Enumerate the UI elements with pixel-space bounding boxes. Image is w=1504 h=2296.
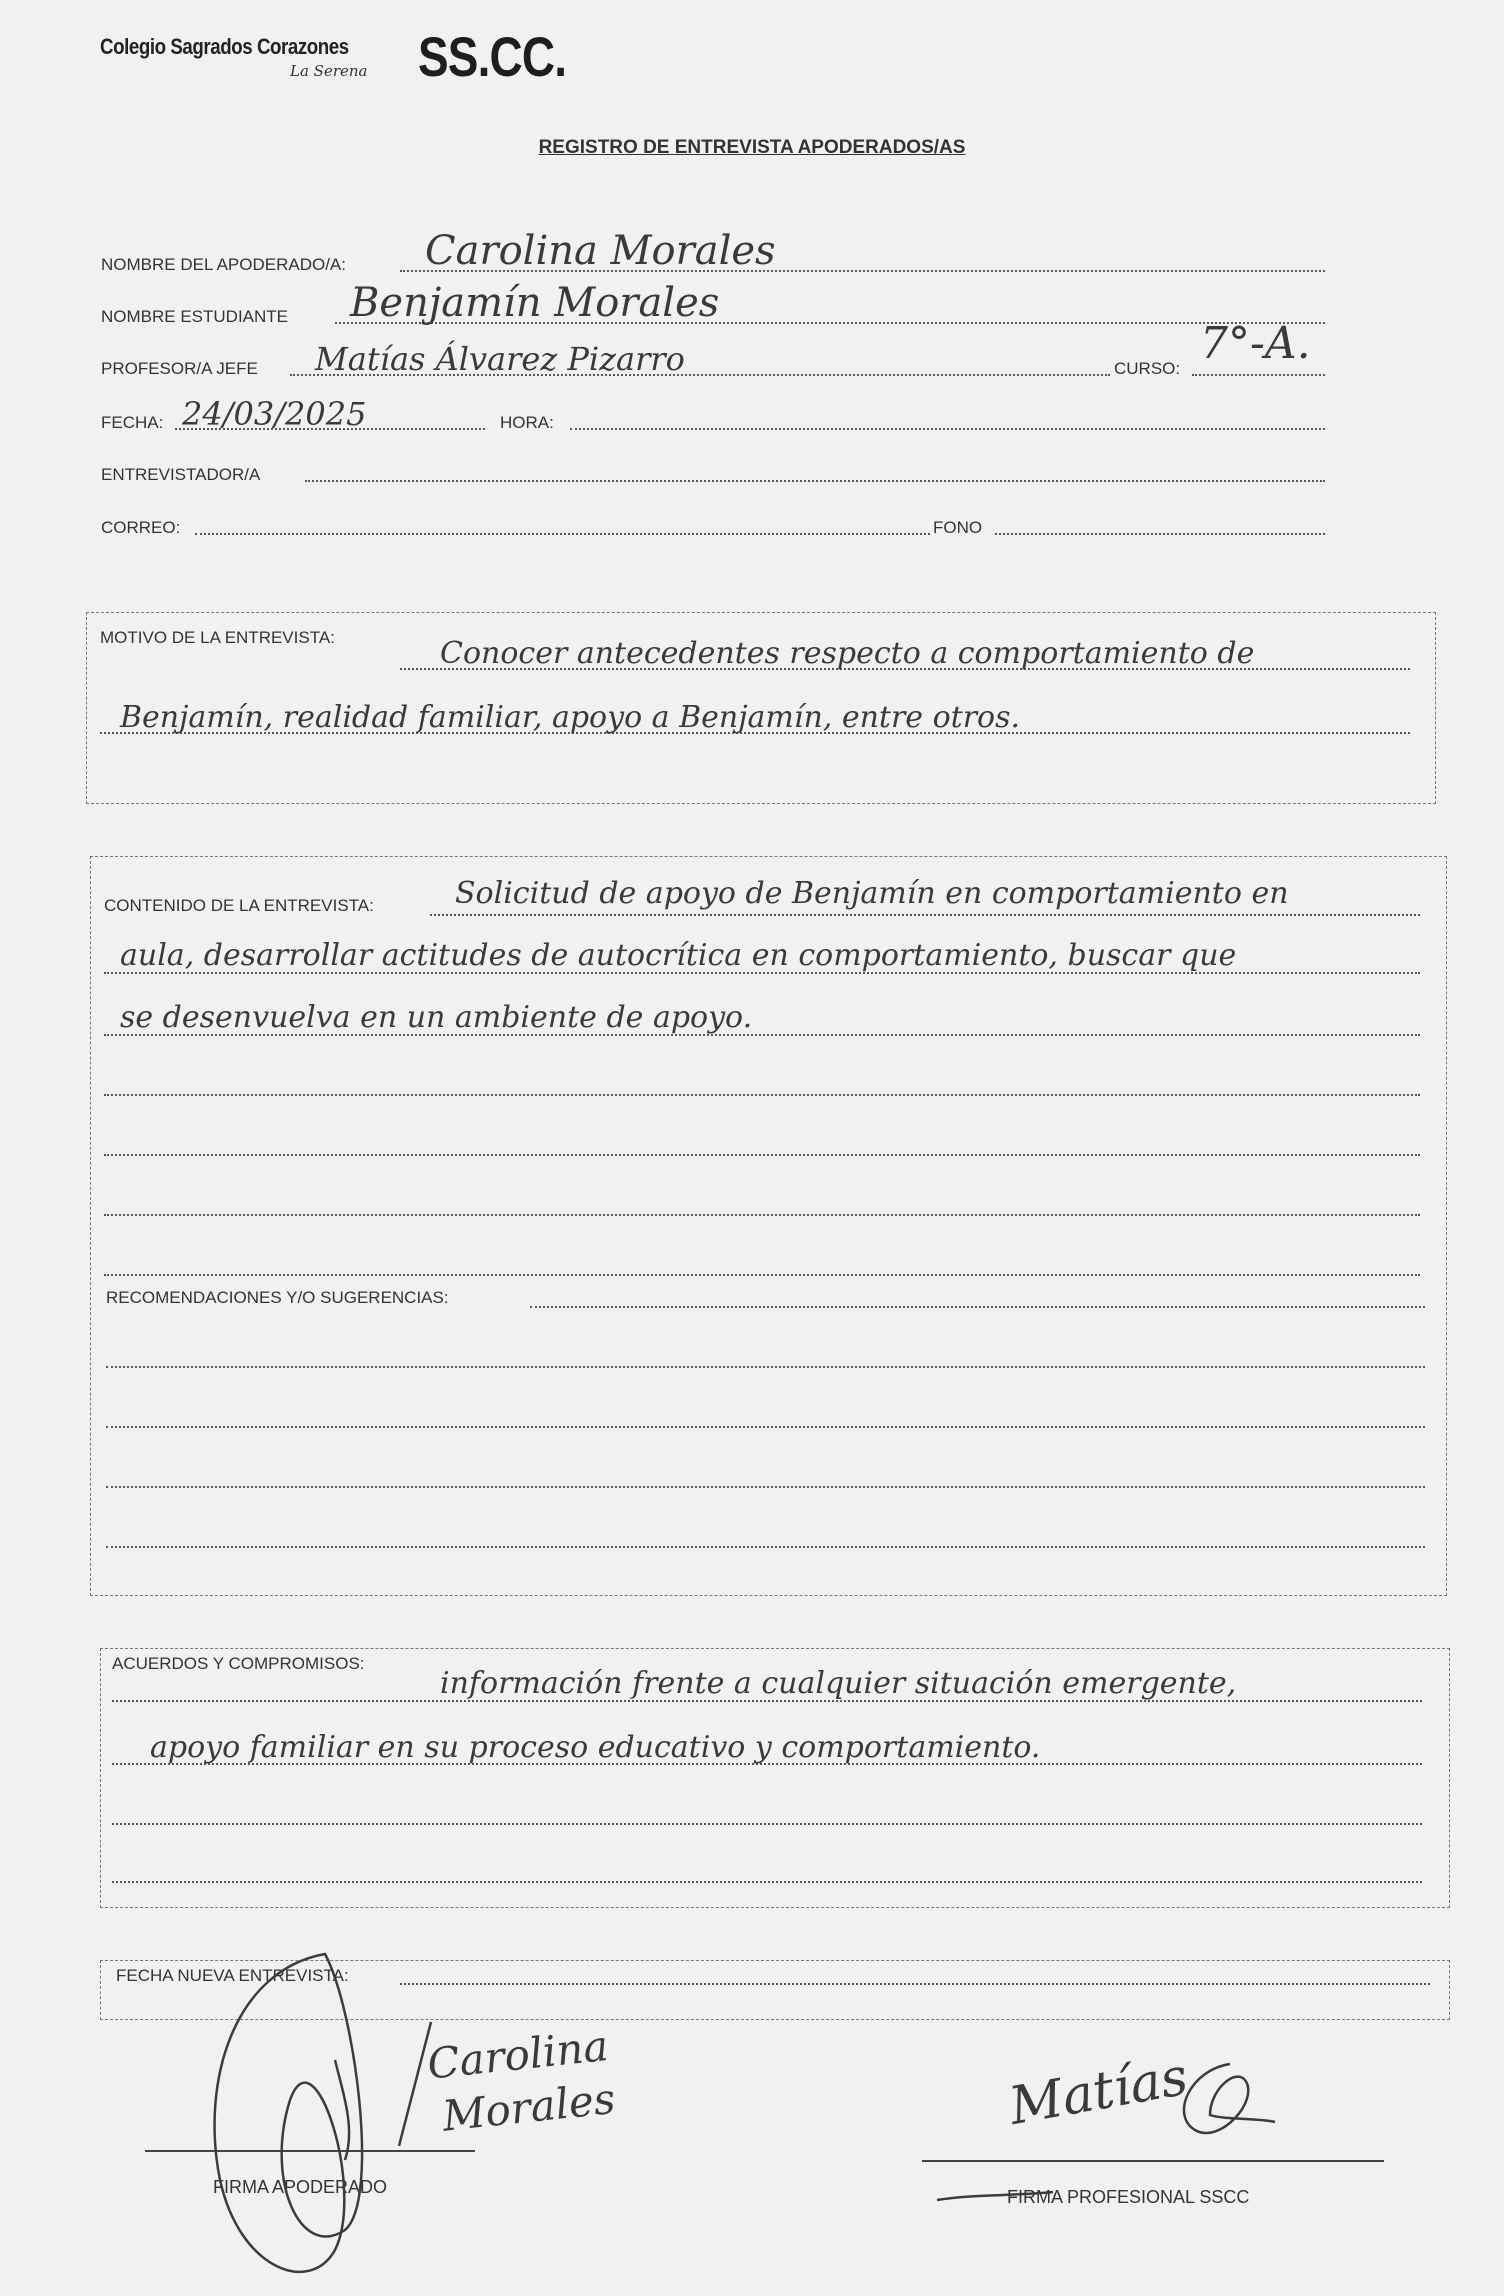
profesional-signature-underline xyxy=(935,2186,1055,2206)
contenido-line-1 xyxy=(430,914,1420,916)
school-logo: SS.CC. xyxy=(418,25,567,88)
recomendaciones-line-3[interactable] xyxy=(106,1426,1425,1428)
acuerdos-line-4 xyxy=(112,1881,1422,1883)
recomendaciones-line-4[interactable] xyxy=(106,1486,1425,1488)
contenido-text-1[interactable]: Solicitud de apoyo de Benjamín en comportamiento en xyxy=(455,876,1289,911)
estudiante-label: NOMBRE ESTUDIANTE xyxy=(101,307,289,326)
contenido-line-6 xyxy=(104,1214,1420,1216)
contenido-line-4 xyxy=(104,1094,1420,1096)
fono-label: FONO xyxy=(933,518,983,537)
contenido-text-3[interactable]: se desenvuelva en un ambiente de apoyo. xyxy=(120,1000,753,1035)
firma-apoderado-caption: FIRMA APODERADO xyxy=(213,2177,388,2197)
acuerdos-text-1[interactable]: información frente a cualquier situación emergente, xyxy=(440,1666,1237,1701)
profesional-signature: Matías xyxy=(1005,2046,1193,2138)
apoderado-signature-scribble xyxy=(195,1950,395,2296)
fecha-label: FECHA: xyxy=(101,413,164,432)
motivo-label: MOTIVO DE LA ENTREVISTA: xyxy=(100,628,335,647)
apoderado-signature-line-2: Morales xyxy=(440,2073,618,2141)
fecha-nueva-label: FECHA NUEVA ENTREVISTA: xyxy=(116,1966,349,1985)
contenido-label: CONTENIDO DE LA ENTREVISTA: xyxy=(104,896,374,915)
curso-line xyxy=(1192,374,1325,376)
fono-line[interactable] xyxy=(995,533,1325,535)
estudiante-value[interactable]: Benjamín Morales xyxy=(350,280,720,326)
apoderado-label: NOMBRE DEL APODERADO/A: xyxy=(101,255,346,274)
recomendaciones-line-1[interactable] xyxy=(530,1306,1425,1308)
recomendaciones-line-2[interactable] xyxy=(106,1366,1425,1368)
apoderado-value[interactable]: Carolina Morales xyxy=(425,228,776,274)
school-city: La Serena xyxy=(290,62,368,80)
school-name: Colegio Sagrados Corazones xyxy=(100,34,349,59)
entrevistador-label: ENTREVISTADOR/A xyxy=(101,465,261,484)
fecha-nueva-line[interactable] xyxy=(400,1983,1430,1985)
recomendaciones-line-5[interactable] xyxy=(106,1546,1425,1548)
motivo-text-1[interactable]: Conocer antecedentes respecto a comportamiento de xyxy=(440,636,1255,671)
apoderado-signature-line-1: Carolina xyxy=(425,2021,611,2089)
acuerdos-label: ACUERDOS Y COMPROMISOS: xyxy=(112,1654,365,1673)
fecha-value[interactable]: 24/03/2025 xyxy=(182,395,367,433)
contenido-line-7 xyxy=(104,1274,1420,1276)
entrevistador-line[interactable] xyxy=(305,480,1325,482)
profesional-signature-flourish xyxy=(1150,2060,1280,2150)
correo-label: CORREO: xyxy=(101,518,181,537)
contenido-line-5 xyxy=(104,1154,1420,1156)
motivo-text-2[interactable]: Benjamín, realidad familiar, apoyo a Benjamín, entre otros. xyxy=(120,700,1021,735)
document-title: REGISTRO DE ENTREVISTA APODERADOS/AS xyxy=(538,137,966,158)
hora-label: HORA: xyxy=(500,413,554,432)
curso-label: CURSO: xyxy=(1114,359,1181,378)
recomendaciones-label: RECOMENDACIONES Y/O SUGERENCIAS: xyxy=(106,1288,449,1307)
acuerdos-text-2[interactable]: apoyo familiar en su proceso educativo y comportamiento. xyxy=(150,1730,1041,1765)
hora-line xyxy=(570,428,1325,430)
contenido-text-2[interactable]: aula, desarrollar actitudes de autocrítica en comportamiento, buscar que xyxy=(120,938,1237,973)
profesor-value[interactable]: Matías Álvarez Pizarro xyxy=(315,340,685,378)
correo-line[interactable] xyxy=(195,533,930,535)
curso-value[interactable]: 7°-A. xyxy=(1200,318,1311,369)
profesor-label: PROFESOR/A JEFE xyxy=(101,359,258,378)
apoderado-signature-slash xyxy=(395,2020,435,2150)
acuerdos-line-3 xyxy=(112,1823,1422,1825)
firma-profesional-line xyxy=(922,2160,1384,2162)
firma-profesional-caption: FIRMA PROFESIONAL SSCC xyxy=(1007,2187,1250,2207)
